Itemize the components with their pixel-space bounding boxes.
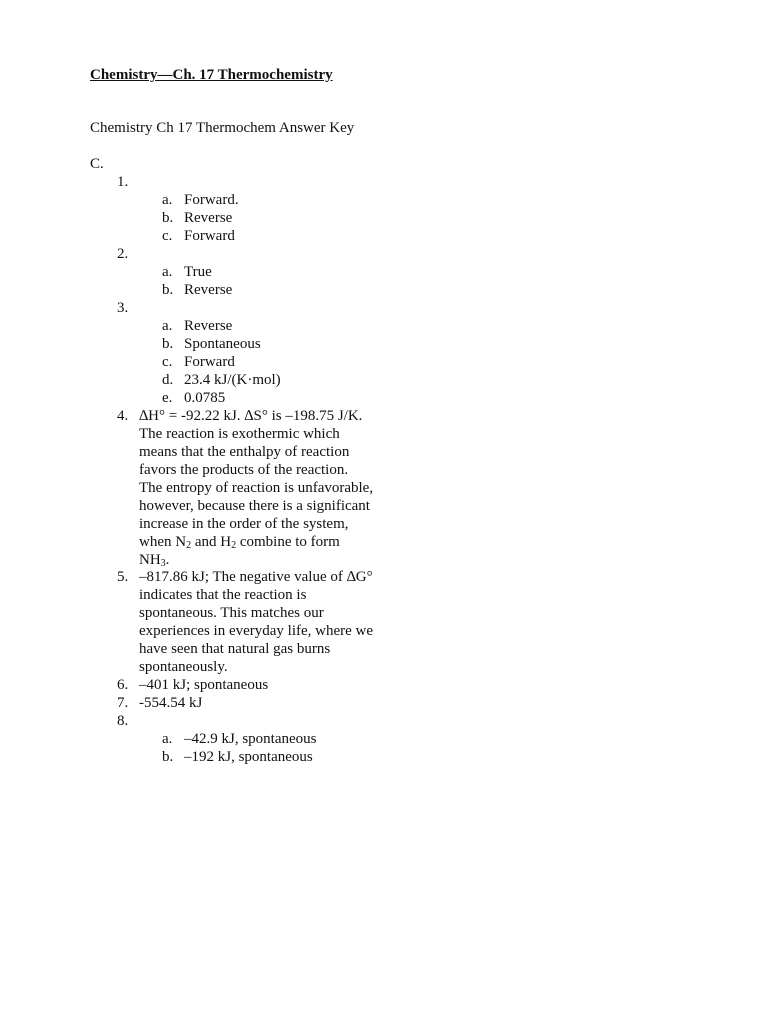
answer-letter: d. [162,372,174,388]
paragraph-line: The entropy of reaction is unfavorable, [139,480,374,496]
answer-text: –401 kJ; spontaneous [139,677,269,693]
answer-letter: c. [162,354,173,370]
paragraph-line: experiences in everyday life, where we [139,623,374,639]
subscript: 2 [231,540,237,551]
answer-text: Forward. [184,192,239,208]
answer-text: -554.54 kJ [139,695,203,711]
paragraph-line: –817.86 kJ; The negative value of ∆G° [139,569,373,585]
answer-letter: b. [162,749,174,765]
question-number: 4. [117,408,129,424]
paragraph-line: spontaneously. [139,659,228,675]
text-run: and H [191,534,232,550]
paragraph-line: The reaction is exothermic which [139,426,340,442]
answer-paragraph [139,568,389,676]
answer-text: Reverse [184,318,233,334]
answer-paragraph [139,407,389,569]
answer-letter: b. [162,210,174,226]
question-number: 6. [117,677,129,693]
answer-letter: a. [162,731,173,747]
question-number: 3. [117,300,129,316]
answer-text: True [184,264,212,280]
paragraph-line: means that the enthalpy of reaction [139,444,350,460]
paragraph-line: increase in the order of the system, [139,516,349,532]
document-subtitle: Chemistry Ch 17 Thermochem Answer Key [90,120,355,136]
answer-text: 23.4 kJ/(K·mol) [184,372,281,388]
paragraph-line: spontaneous. This matches our [139,605,324,621]
question-number: 2. [117,246,129,262]
answer-text: Reverse [184,210,233,226]
question-number: 7. [117,695,129,711]
paragraph-line: ∆H° = -92.22 kJ. ∆S° is –198.75 J/K. [139,408,363,424]
answer-letter: a. [162,264,173,280]
section-label: C. [90,156,104,172]
answer-letter: b. [162,282,174,298]
answer-text: 0.0785 [184,390,226,406]
answer-text: –192 kJ, spontaneous [184,749,313,765]
paragraph-line: have seen that natural gas burns [139,641,331,657]
text-run: . [165,552,170,568]
question-number: 5. [117,569,129,585]
answer-letter: b. [162,336,174,352]
answer-letter: c. [162,228,173,244]
paragraph-line [139,551,389,569]
text-run: when N [139,534,187,550]
subscript: 2 [186,540,192,551]
text-run: NH [139,552,161,568]
text-run: combine to form [236,534,340,550]
answer-text: Spontaneous [184,336,261,352]
answer-letter: e. [162,390,173,406]
paragraph-line: however, because there is a significant [139,498,370,514]
subscript: 3 [160,558,166,569]
paragraph-line: indicates that the reaction is [139,587,307,603]
question-number: 8. [117,713,129,729]
document-title: Chemistry—Ch. 17 Thermochemistry [90,67,333,83]
answer-text: –42.9 kJ, spontaneous [184,731,317,747]
answer-letter: a. [162,192,173,208]
answer-text: Reverse [184,282,233,298]
paragraph-line [139,533,389,551]
answer-text: Forward [184,228,235,244]
paragraph-line: favors the products of the reaction. [139,462,349,478]
question-number: 1. [117,174,129,190]
answer-letter: a. [162,318,173,334]
answer-text: Forward [184,354,235,370]
